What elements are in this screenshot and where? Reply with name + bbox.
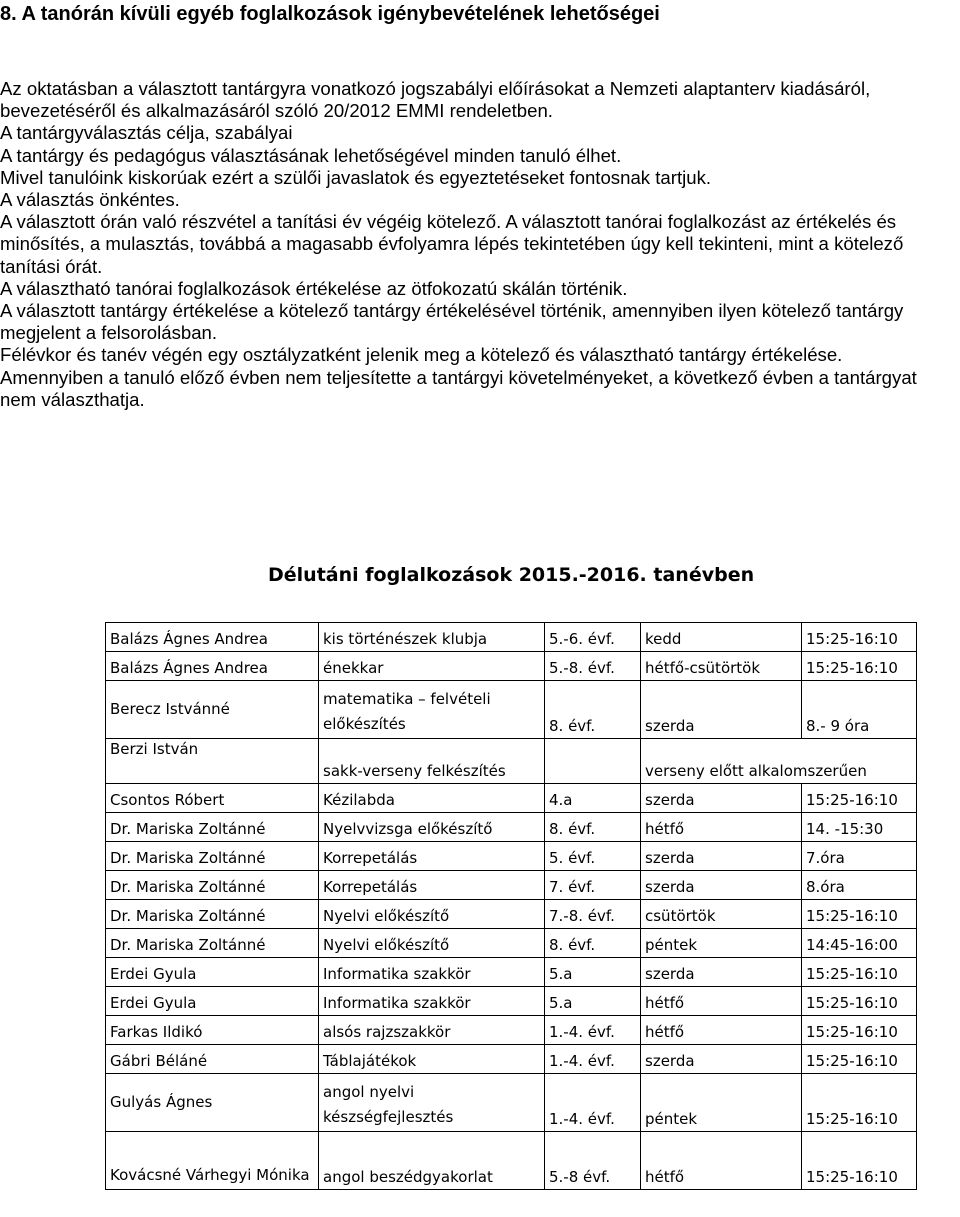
grade-cell: 1.-4. évf. — [545, 1074, 641, 1132]
time-cell: 15:25-16:10 — [802, 958, 917, 987]
paragraph: A tantárgy és pedagógus választásának lehetőségével minden tanuló élhet. — [0, 144, 622, 166]
paragraph: A választható tanórai foglalkozások értékelése az ötfokozatú skálán történik. — [0, 277, 628, 299]
time-cell: 15:25-16:10 — [802, 1132, 917, 1190]
paragraph: Mivel tanulóink kiskorúak ezért a szülői javaslatok és egyeztetéseket fontosnak tartjuk. — [0, 166, 712, 188]
grade-cell: 1.-4. évf. — [545, 1016, 641, 1045]
day-cell: szerda — [641, 784, 802, 813]
time-cell: 8.óra — [802, 871, 917, 900]
teacher-cell: Dr. Mariska Zoltánné — [106, 842, 319, 871]
time-cell: 15:25-16:10 — [802, 652, 917, 681]
time-cell: 14:45-16:00 — [802, 929, 917, 958]
grade-cell: 8. évf. — [545, 813, 641, 842]
activity-cell: angol beszédgyakorlat — [319, 1132, 545, 1190]
activity-cell: Nyelvi előkészítő — [319, 929, 545, 958]
time-cell: 15:25-16:10 — [802, 1045, 917, 1074]
time-cell: 15:25-16:10 — [802, 900, 917, 929]
time-cell: 15:25-16:10 — [802, 1016, 917, 1045]
activity-cell: sakk-verseny felkészítés — [319, 739, 545, 784]
grade-cell — [545, 739, 641, 784]
grade-cell: 5.a — [545, 987, 641, 1016]
time-cell: 15:25-16:10 — [802, 623, 917, 652]
activity-cell: Korrepetálás — [319, 842, 545, 871]
day-cell: hétfő — [641, 1132, 802, 1190]
table-row — [106, 871, 917, 900]
day-cell: szerda — [641, 842, 802, 871]
day-cell: csütörtök — [641, 900, 802, 929]
grade-cell: 5.-8 évf. — [545, 1132, 641, 1190]
table-row — [106, 652, 917, 681]
teacher-cell: Farkas Ildikó — [106, 1016, 319, 1045]
table-row — [106, 929, 917, 958]
activity-cell: énekkar — [319, 652, 545, 681]
time-cell: 7.óra — [802, 842, 917, 871]
teacher-cell: Balázs Ágnes Andrea — [106, 652, 319, 681]
time-cell: 15:25-16:10 — [802, 987, 917, 1016]
activity-cell: Informatika szakkör — [319, 987, 545, 1016]
table-row — [106, 623, 917, 652]
day-cell: szerda — [641, 681, 802, 739]
grade-cell: 7. évf. — [545, 871, 641, 900]
grade-cell: 8. évf. — [545, 681, 641, 739]
time-cell: 15:25-16:10 — [802, 1074, 917, 1132]
grade-cell: 1.-4. évf. — [545, 1045, 641, 1074]
paragraph: Félévkor és tanév végén egy osztályzatként jelenik meg a kötelező és választható tantárgy értékelése. — [0, 344, 843, 366]
teacher-cell: Gábri Béláné — [106, 1045, 319, 1074]
activity-cell: Kézilabda — [319, 784, 545, 813]
day-cell: hétfő — [641, 987, 802, 1016]
teacher-cell: Dr. Mariska Zoltánné — [106, 929, 319, 958]
activity-cell: Nyelvvizsga előkészítő — [319, 813, 545, 842]
paragraph: A választás önkéntes. — [0, 189, 180, 211]
time-cell: 14. -15:30 — [802, 813, 917, 842]
table-row — [106, 681, 917, 739]
activity-cell: Táblajátékok — [319, 1045, 545, 1074]
table-row — [106, 1132, 917, 1190]
day-cell: szerda — [641, 871, 802, 900]
table-row — [106, 842, 917, 871]
table-title: Délutáni foglalkozások 2015.-2016. tanévben — [268, 564, 755, 586]
table-row — [106, 1045, 917, 1074]
activity-cell: kis történészek klubja — [319, 623, 545, 652]
grade-cell: 8. évf. — [545, 929, 641, 958]
table-row — [106, 1074, 917, 1132]
body-text — [0, 78, 952, 411]
day-cell: verseny előtt alkalomszerűen — [641, 739, 917, 784]
day-cell: szerda — [641, 958, 802, 987]
day-cell: péntek — [641, 929, 802, 958]
grade-cell: 5.-6. évf. — [545, 623, 641, 652]
teacher-cell: Dr. Mariska Zoltánné — [106, 871, 319, 900]
paragraph: A tantárgyválasztás célja, szabályai — [0, 122, 293, 144]
activity-cell: matematika – felvételi előkészítés — [319, 681, 545, 739]
teacher-cell: Kovácsné Várhegyi Mónika — [106, 1132, 319, 1190]
paragraph: A választott órán való részvétel a tanítási év végéig kötelező. A választott tanórai foglalkozást az értékelés és minősítés, a mulasztás, továbbá a magasabb évfolyamra lépés tekintetében úgy kell tekinteni, mint a kötelező tanítási órát. — [0, 211, 904, 277]
paragraph: Az oktatásban a választott tantárgyra vonatkozó jogszabályi előírásokat a Nemzeti alaptanterv kiadásáról, bevezetéséről és alkalmazásáról szóló 20/2012 EMMI rendeletben. — [0, 78, 871, 122]
grade-cell: 5.-8. évf. — [545, 652, 641, 681]
teacher-cell: Gulyás Ágnes — [106, 1074, 319, 1132]
table-row — [106, 784, 917, 813]
activity-cell: alsós rajzszakkör — [319, 1016, 545, 1045]
teacher-cell: Erdei Gyula — [106, 987, 319, 1016]
teacher-cell: Dr. Mariska Zoltánné — [106, 813, 319, 842]
teacher-cell: Berecz Istvánné — [106, 681, 319, 739]
activity-cell: Informatika szakkör — [319, 958, 545, 987]
day-cell: szerda — [641, 1045, 802, 1074]
teacher-cell: Csontos Róbert — [106, 784, 319, 813]
table-row — [106, 900, 917, 929]
grade-cell: 7.-8. évf. — [545, 900, 641, 929]
activity-cell: angol nyelvi készségfejlesztés — [319, 1074, 545, 1132]
table-row — [106, 1016, 917, 1045]
day-cell: hétfő — [641, 813, 802, 842]
grade-cell: 4.a — [545, 784, 641, 813]
activity-cell: Nyelvi előkészítő — [319, 900, 545, 929]
day-cell: kedd — [641, 623, 802, 652]
table-row — [106, 958, 917, 987]
day-cell: hétfő — [641, 1016, 802, 1045]
teacher-cell: Berzi István — [106, 739, 319, 784]
table-row — [106, 813, 917, 842]
teacher-cell: Erdei Gyula — [106, 958, 319, 987]
paragraph: A választott tantárgy értékelése a kötelező tantárgy értékelésével történik, amennyiben ilyen kötelező tantárgy megjelent a felsorolásban. — [0, 300, 904, 344]
paragraph: Amennyiben a tanuló előző évben nem teljesítette a tantárgyi követelményeket, a következő évben a tantárgyat nem választhatja. — [0, 366, 917, 410]
time-cell: 15:25-16:10 — [802, 784, 917, 813]
time-cell: 8.- 9 óra — [802, 681, 917, 739]
activity-cell: Korrepetálás — [319, 871, 545, 900]
grade-cell: 5.a — [545, 958, 641, 987]
table-row — [106, 987, 917, 1016]
table-row — [106, 739, 917, 784]
section-heading: 8. A tanórán kívüli egyéb foglalkozások igénybevételének lehetőségei — [0, 3, 660, 25]
teacher-cell: Balázs Ágnes Andrea — [106, 623, 319, 652]
day-cell: hétfő-csütörtök — [641, 652, 802, 681]
day-cell: péntek — [641, 1074, 802, 1132]
teacher-cell: Dr. Mariska Zoltánné — [106, 900, 319, 929]
grade-cell: 5. évf. — [545, 842, 641, 871]
schedule-table — [105, 622, 917, 1190]
